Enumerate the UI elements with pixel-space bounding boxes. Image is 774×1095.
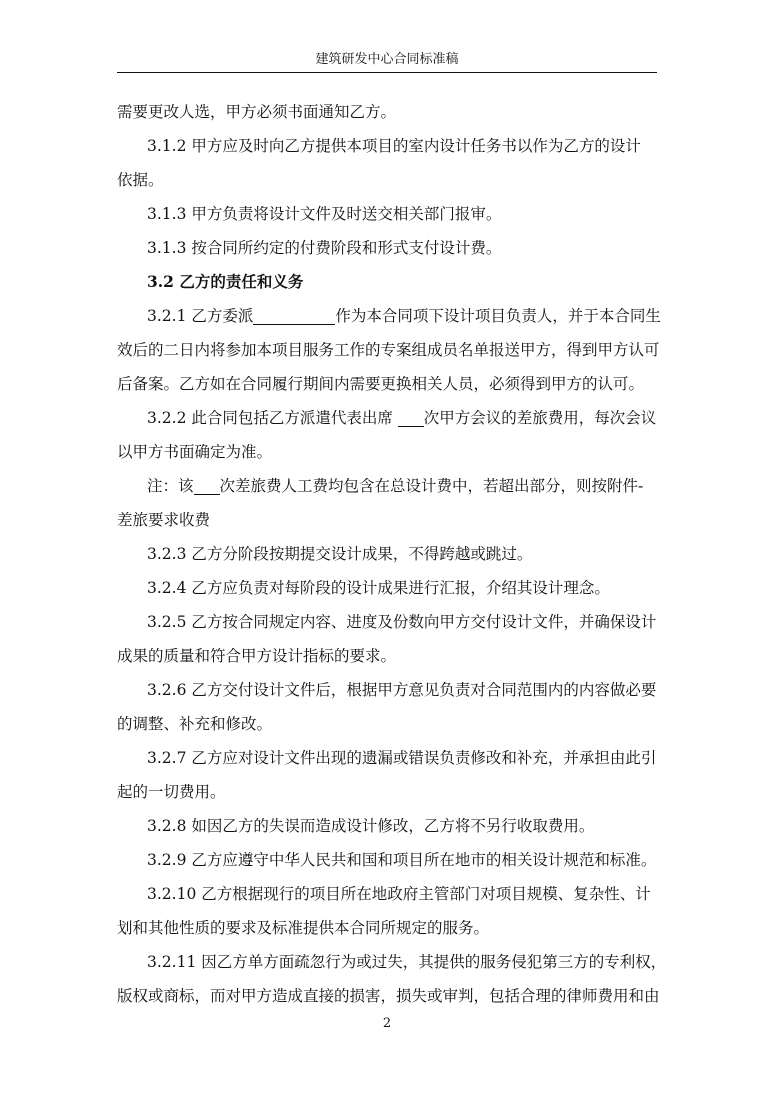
note-line — [117, 469, 657, 503]
document-body — [117, 95, 667, 1013]
section-heading-3-2: 3.2 乙方的责任和义务 — [147, 272, 304, 291]
paragraph-line: 后备案。乙方如在合同履行期间内需要更换相关人员，必须得到甲方的认可。 — [117, 375, 645, 393]
clause-text: 3.2.2 此合同包括乙方派遣代表出席 — [147, 409, 398, 427]
clause-3-2-9: 3.2.9 乙方应遵守中华人民共和国和项目所在地市的相关设计规范和标准。 — [147, 851, 657, 869]
paragraph-line: 以甲方书面确定为准。 — [117, 443, 273, 461]
clause-3-2-2 — [117, 401, 657, 435]
page-number: 2 — [382, 1016, 392, 1031]
clause-3-2-3: 3.2.3 乙方分阶段按期提交设计成果，不得跨越或跳过。 — [147, 545, 533, 563]
paragraph-line: 起的一切费用。 — [117, 783, 226, 801]
paragraph-line: 划和其他性质的要求及标准提供本合同所规定的服务。 — [117, 919, 490, 937]
clause-3-1-3-b: 3.1.3 按合同所约定的付费阶段和形式支付设计费。 — [147, 239, 502, 257]
paragraph-line: 效后的二日内将参加本项目服务工作的专案组成员名单报送甲方，得到甲方认可 — [117, 341, 660, 359]
clause-3-1-3-a: 3.1.3 甲方负责将设计文件及时送交相关部门报审。 — [147, 205, 502, 223]
paragraph-line: 需要更改人选，甲方必须书面通知乙方。 — [117, 103, 397, 121]
clause-3-2-8: 3.2.8 如因乙方的失误而造成设计修改，乙方将不另行收取费用。 — [147, 817, 595, 835]
clause-3-2-10: 3.2.10 乙方根据现行的项目所在地政府主管部门对项目规模、复杂性、计 — [147, 885, 651, 903]
clause-3-2-11: 3.2.11 因乙方单方面疏忽行为或过失，其提供的服务侵犯第三方的专利权， — [147, 953, 667, 971]
clause-text: 作为本合同项下设计项目负责人，并于本合同生 — [335, 307, 661, 325]
header-divider — [117, 72, 657, 73]
clause-text: 次甲方会议的差旅费用，每次会议 — [423, 409, 657, 427]
note-text: 次差旅费人工费均包含在总设计费中，若超出部分，则按附件- — [219, 477, 644, 495]
clause-text: 3.2.1 乙方委派 — [147, 307, 254, 325]
fill-in-blank — [253, 304, 335, 325]
paragraph-line: 差旅要求收费 — [117, 511, 211, 529]
clause-3-2-1 — [117, 299, 661, 333]
note-text: 注：该 — [147, 477, 194, 495]
paragraph-line: 的调整、补充和修改。 — [117, 715, 273, 733]
paragraph-line: 版权或商标，而对甲方造成直接的损害，损失或审判，包括合理的律师费用和由 — [117, 987, 660, 1005]
clause-3-2-5: 3.2.5 乙方按合同规定内容、进度及份数向甲方交付设计文件，并确保设计 — [147, 613, 657, 631]
clause-3-2-7: 3.2.7 乙方应对设计文件出现的遗漏或错误负责修改和补充，并承担由此引 — [147, 749, 657, 767]
running-header: 建筑研发中心合同标准稿 — [315, 52, 459, 67]
clause-3-2-6: 3.2.6 乙方交付设计文件后，根据甲方意见负责对合同范围内的内容做必要 — [147, 681, 657, 699]
paragraph-line: 成果的质量和符合甲方设计指标的要求。 — [117, 647, 397, 665]
paragraph-line: 依据。 — [117, 171, 164, 189]
clause-3-2-4: 3.2.4 乙方应负责对每阶段的设计成果进行汇报，介绍其设计理念。 — [147, 579, 610, 597]
clause-3-1-2: 3.1.2 甲方应及时向乙方提供本项目的室内设计任务书以作为乙方的设计 — [147, 137, 641, 155]
fill-in-blank — [398, 406, 424, 427]
fill-in-blank — [194, 474, 220, 495]
